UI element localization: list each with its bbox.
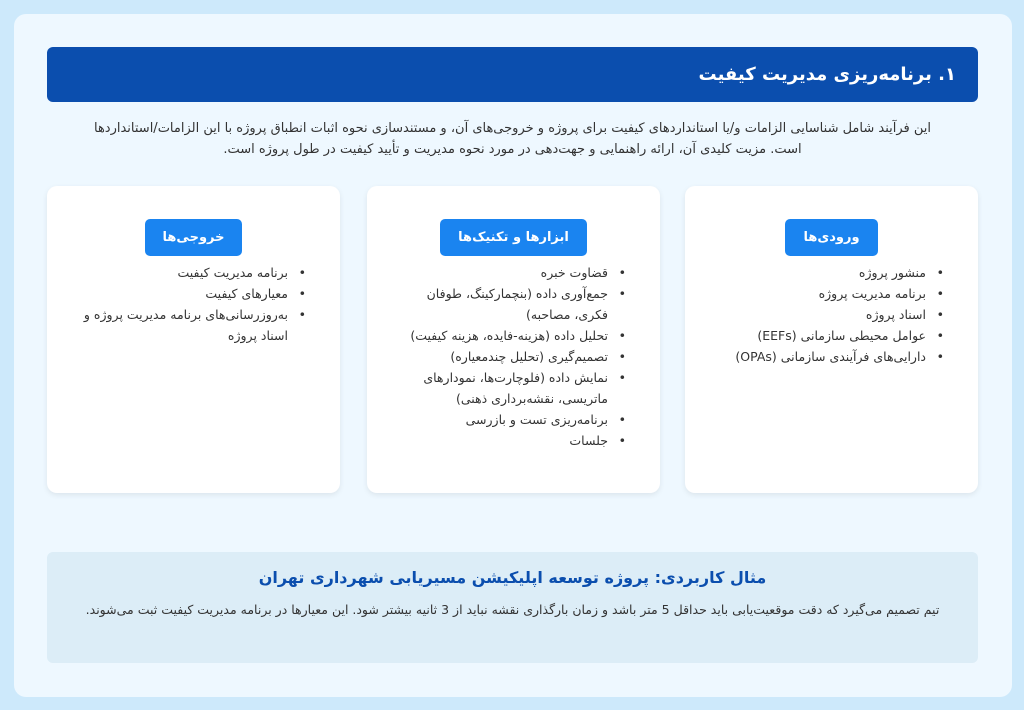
list-item: • منشور پروژه [709,262,950,283]
tools-card [367,186,660,493]
list-item: • جلسات [391,430,632,451]
list-item: • دارایی‌های فرآیندی سازمانی (OPAs) [709,346,950,367]
tools-badge: ابزارها و تکنیک‌ها [440,219,587,256]
example-box [47,552,978,663]
list-item: • تحلیل داده (هزینه-فایده، هزینه کیفیت) [391,325,632,346]
list-item: • معیارهای کیفیت [71,283,312,304]
list-item: • برنامه مدیریت پروژه [709,283,950,304]
section-header [47,47,978,102]
outputs-badge: خروجی‌ها [145,219,243,256]
inputs-list [709,262,954,367]
list-item: • نمایش داده (فلوچارت‌ها، نمودارهای ماتریسی، نقشه‌برداری ذهنی) [391,367,632,409]
tools-list [391,262,636,451]
list-item: • تصمیم‌گیری (تحلیل چندمعیاره) [391,346,632,367]
list-item: • قضاوت خبره [391,262,632,283]
list-item: • برنامه مدیریت کیفیت [71,262,312,283]
inputs-card [685,186,978,493]
outputs-list [71,262,316,346]
list-item: • به‌روزرسانی‌های برنامه مدیریت پروژه و اسناد پروژه [71,304,312,346]
list-item: • عوامل محیطی سازمانی (EEFs) [709,325,950,346]
list-item: • اسناد پروژه [709,304,950,325]
intro-text: این فرآیند شامل شناسایی الزامات و/یا استانداردهای کیفیت برای پروژه و خروجی‌های آن، و مستندسازی نحوه اثبات انطباق پروژه با این الزامات/استانداردها است. مزیت کلیدی آن، ارائه راهنمایی و جهت‌دهی در مورد نحوه مدیریت و تأیید کیفیت در طول پروژه است. [93,121,932,157]
example-text: تیم تصمیم می‌گیرد که دقت موقعیت‌یابی باید حداقل 5 متر باشد و زمان بارگذاری نقشه نباید از 3 ثانیه بیشتر شود. این معیارها در برنامه مدیریت کیفیت ثبت می‌شوند. [85,602,940,617]
inputs-badge: ورودی‌ها [785,219,877,256]
example-title: مثال کاربردی: پروژه توسعه اپلیکیشن مسیریابی شهرداری تهران [258,568,767,587]
outputs-card [47,186,340,493]
list-item: • برنامه‌ریزی تست و بازرسی [391,409,632,430]
section-title: ۱. برنامه‌ریزی مدیریت کیفیت [698,64,956,85]
list-item: • جمع‌آوری داده (بنچمارکینگ، طوفان فکری، مصاحبه) [391,283,632,325]
